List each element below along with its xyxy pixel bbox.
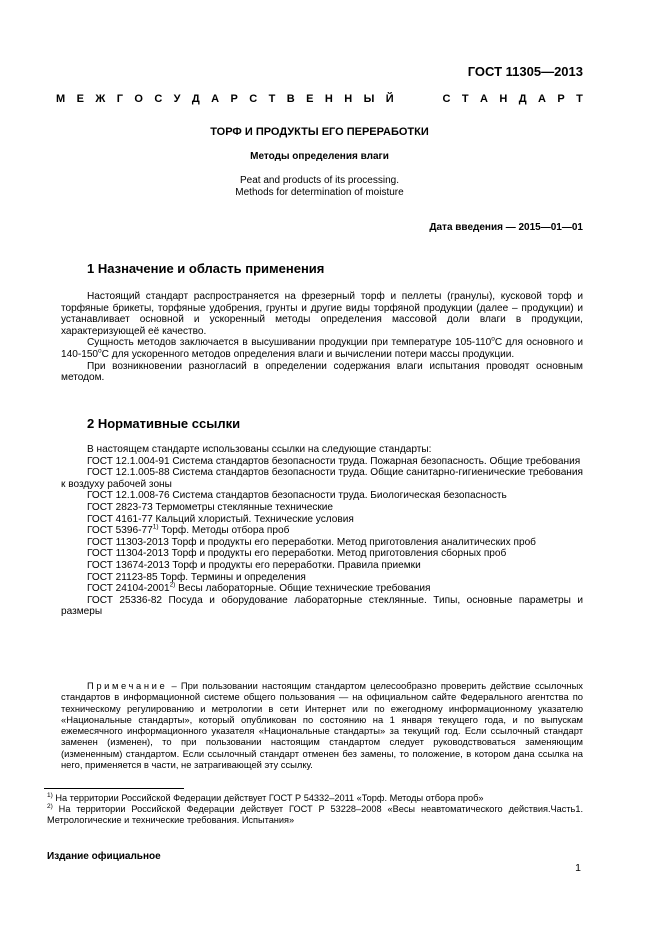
banner-letter: А <box>480 93 488 105</box>
banner-letter: М <box>56 93 66 105</box>
footnote-ref-2: 2) <box>169 581 176 589</box>
reference-item: ГОСТ 11304-2013 Торф и продукты его переработки. Метод приготовления сборных проб <box>87 548 507 560</box>
reference-item: ГОСТ 12.1.005-88 Система стандартов безопасности труда. Общие санитарно-гигиенические требования к воздуху рабочей зоны <box>61 467 583 490</box>
reference-item: ГОСТ 13674-2013 Торф и продукты его переработки. Правила приемки <box>87 559 421 571</box>
banner-letter: У <box>173 93 181 105</box>
banner-letter: Е <box>306 93 314 105</box>
footnote-separator <box>44 788 184 789</box>
section-2-heading: 2 Нормативные ссылки <box>87 416 241 431</box>
reference-item: ГОСТ 2823-73 Термометры стеклянные технические <box>87 501 334 513</box>
banner-letter: А <box>211 93 220 105</box>
banner-letter: О <box>134 93 143 105</box>
reference-item: ГОСТ 24104-2001$^{2)}$ Весы лабораторные. Общие технические требования <box>87 581 431 595</box>
interstate-standard-banner <box>56 93 583 105</box>
section-1-body <box>61 291 583 384</box>
banner-letter: Р <box>557 93 565 105</box>
english-title-line-2: Methods for determination of moisture <box>235 187 404 198</box>
reference-item: ГОСТ 12.1.004-91 Система стандартов безопасности труда. Пожарная безопасность. Общие требования <box>87 455 581 467</box>
footnote-2: $^{2)}$ На территории Российской Федерации действует ГОСТ Р 53228–2008 «Весы неавтоматического действия.Часть1. Метрологические и технические требования. Испытания» <box>47 803 583 826</box>
banner-letter: Г <box>116 93 123 105</box>
banner-letter: Р <box>230 93 238 105</box>
banner-letter: С <box>249 93 258 105</box>
section-1-paragraph-3: При возникновении разногласий в определении содержания влаги испытания проводят основным методом. <box>61 360 583 384</box>
banner-letter: Д <box>518 93 527 105</box>
note-text: – При пользовании настоящим стандартом целесообразно проверить действие ссылочных стандартов в информационной системе общего пользования — на официальном сайте Федерального агентства по техническому регулированию и метрологии в сети Интернет или по ежегодному информационному указателю «Национальные стандарты», который опубликован по состоянию на 1 января текущего года, и по выпускам ежемесячного информационного указателя «Национальные стандарты» за текущий год. Если ссылочный стандарт заменен (изменен), то при пользовании настоящим стандартом следует руководствоваться заменяющим (измененным) стандартом. Если ссылочный стандарт отменен без замены, то положение, в котором дана ссылка на него, применяется в части, не затрагивающей эту ссылку. <box>61 680 583 771</box>
banner-letter: А <box>537 93 546 105</box>
word-gap <box>405 93 431 105</box>
section-1-paragraph-2: Сущность методов заключается в высушивании продукции при температуре $105-110^оС$ для основного и $140-150^оС$ для ускоренного методов определения влаги и вычислении потери массы продукции. <box>61 336 583 360</box>
reference-item: ГОСТ 4161-77 Кальций хлористый. Технические условия <box>87 513 354 525</box>
section-2-intro: В настоящем стандарте использованы ссылки на следующие стандарты: <box>87 444 432 455</box>
banner-letter: Ы <box>363 93 375 105</box>
section-1-paragraph-1: Настоящий стандарт распространяется на фрезерный торф и пеллеты (гранулы), кусковой торф и торфяные брикеты, торфяные удобрения, грунты и другие виды торфяной продукции (далее – продукции) и устанавливает основной и ускоренный методы определения массовой доли влаги в продукции, характеризующей её качество. <box>61 291 583 337</box>
reference-item: ГОСТ 21123-85 Торф. Термины и определения <box>87 571 306 583</box>
banner-letter: Й <box>385 93 394 105</box>
document-title: ТОРФ И ПРОДУКТЫ ЕГО ПЕРЕРАБОТКИ <box>210 126 429 138</box>
reference-item: ГОСТ 5396-77$^{1)}$ Торф. Методы отбора проб <box>87 523 290 537</box>
document-subtitle: Методы определения влаги <box>250 151 389 162</box>
banner-letter: С <box>154 93 163 105</box>
section-2-body <box>61 444 583 618</box>
english-title <box>56 175 583 199</box>
footnote-1: $^{1)}$ На территории Российской Федерации действует ГОСТ Р 54332–2011 «Торф. Методы отбора проб» <box>47 791 484 803</box>
banner-letter: Ж <box>95 93 106 105</box>
reference-item: ГОСТ 25336-82 Посуда и оборудование лабораторные стеклянные. Типы, основные параметры и размеры <box>61 594 583 618</box>
banner-letter: С <box>442 93 451 105</box>
banner-letter: Н <box>344 93 353 105</box>
footnotes <box>47 793 583 827</box>
english-title-line-1: Peat and products of its processing. <box>240 175 399 186</box>
reference-item: ГОСТ 11303-2013 Торф и продукты его переработки. Метод приготовления аналитических проб <box>87 536 536 548</box>
reference-item: ГОСТ 12.1.008-76 Система стандартов безопасности труда. Биологическая безопасность <box>87 490 507 502</box>
banner-letter: В <box>286 93 295 105</box>
banner-letter: Т <box>461 93 469 105</box>
note-block <box>61 680 583 770</box>
introduction-date: Дата введения — 2015—01—01 <box>429 222 583 233</box>
section-1-heading: 1 Назначение и область применения <box>87 261 325 276</box>
banner-letter: Е <box>76 93 84 105</box>
standard-code: ГОСТ 11305—2013 <box>467 64 583 79</box>
banner-letter: Д <box>191 93 200 105</box>
banner-letter: Н <box>324 93 333 105</box>
footnote-ref-1: 1) <box>152 523 159 531</box>
banner-letter: Н <box>499 93 508 105</box>
banner-letter: Т <box>268 93 276 105</box>
page-number: 1 <box>575 862 581 874</box>
official-edition-label: Издание официальное <box>47 851 161 862</box>
note-label: Примечание <box>87 680 168 691</box>
banner-letter: Т <box>576 93 583 105</box>
